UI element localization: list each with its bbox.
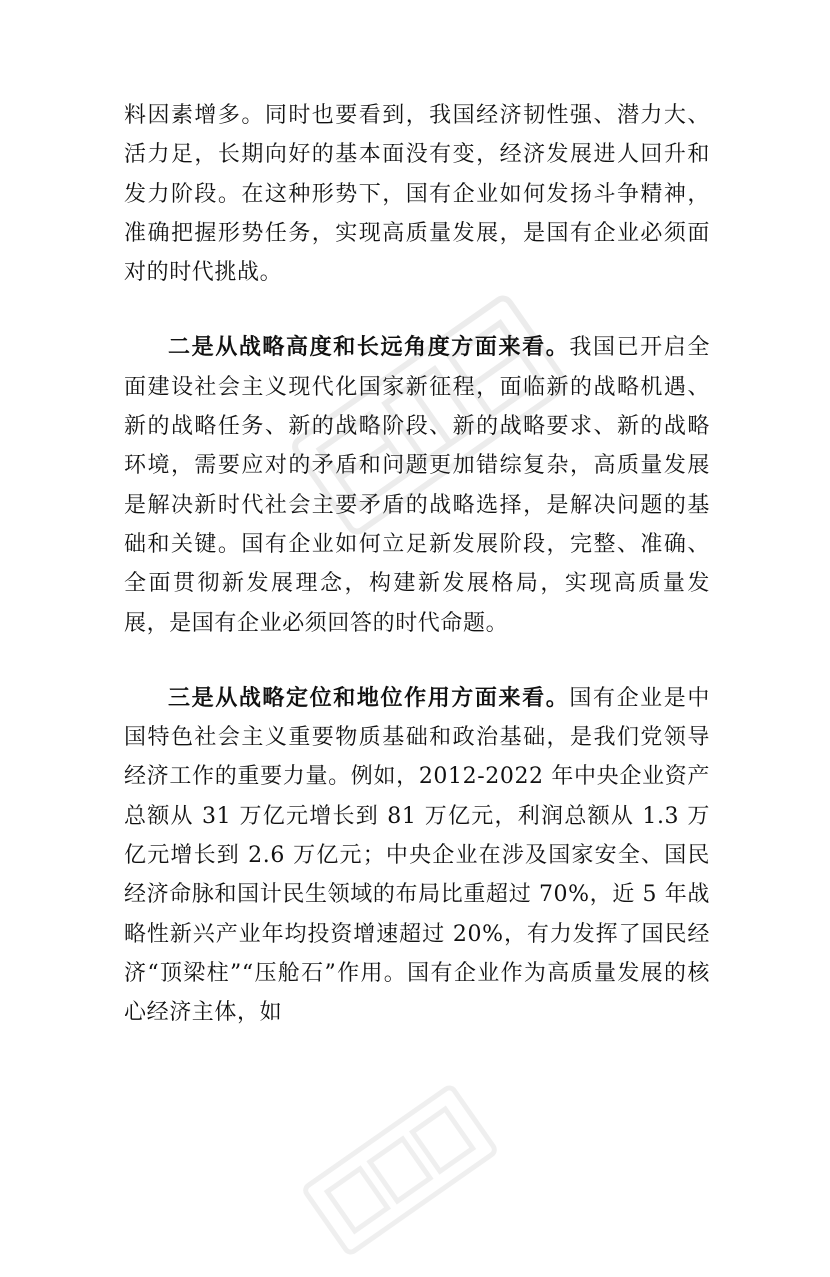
- paragraph-text: 料因素增多。同时也要看到，我国经济韧性强、潜力大、活力足，长期向好的基本面没有变，经济发展进人回升和发力阶段。在这种形势下，国有企业如何发扬斗争精神，准确把握形势任务，实现高质量发展，是国有企业必须面对的时代挑战。: [124, 103, 710, 286]
- paragraph-text: 国有企业是中国特色社会主义重要物质基础和政治基础，是我们党领导经济工作的重要力量。例如，2012-2022 年中央企业资产总额从 31 万亿元增长到 81 万亿元，利润总额从 1.3 万亿元增长到 2.6 万亿元；中央企业在涉及国家安全、国民经济命脉和国计民生领域的布局比重超过 70%，近 5 年战略性新兴产业年均投资增速超过 20%，有力发挥了国民经济“顶梁柱”“压舱石”作用。国有企业作为高质量发展的核心经济主体，如: [124, 685, 711, 1026]
- paragraph-lead-heading: 二是从战略高度和长远角度方面来看。: [168, 335, 570, 361]
- paragraph-lead-heading: 三是从战略定位和地位作用方面来看。: [168, 685, 570, 711]
- paragraph-continuation: [124, 96, 710, 292]
- paragraph-strategic-position: [124, 679, 710, 1033]
- paragraph-strategic-height: [124, 328, 710, 642]
- watermark-icon-bottom: [284, 1063, 517, 1276]
- document-body: [124, 96, 710, 1033]
- paragraph-text: 我国已开启全面建设社会主义现代化国家新征程，面临新的战略机遇、新的战略任务、新的战略阶段、新的战略要求、新的战略环境，需要应对的矛盾和问题更加错综复杂，高质量发展是解决新时代社会主要矛盾的战略选择，是解决问题的基础和关键。国有企业如何立足新发展阶段，完整、准确、全面贯彻新发展理念，构建新发展格局，实现高质量发展，是国有企业必须回答的时代命题。: [124, 335, 711, 636]
